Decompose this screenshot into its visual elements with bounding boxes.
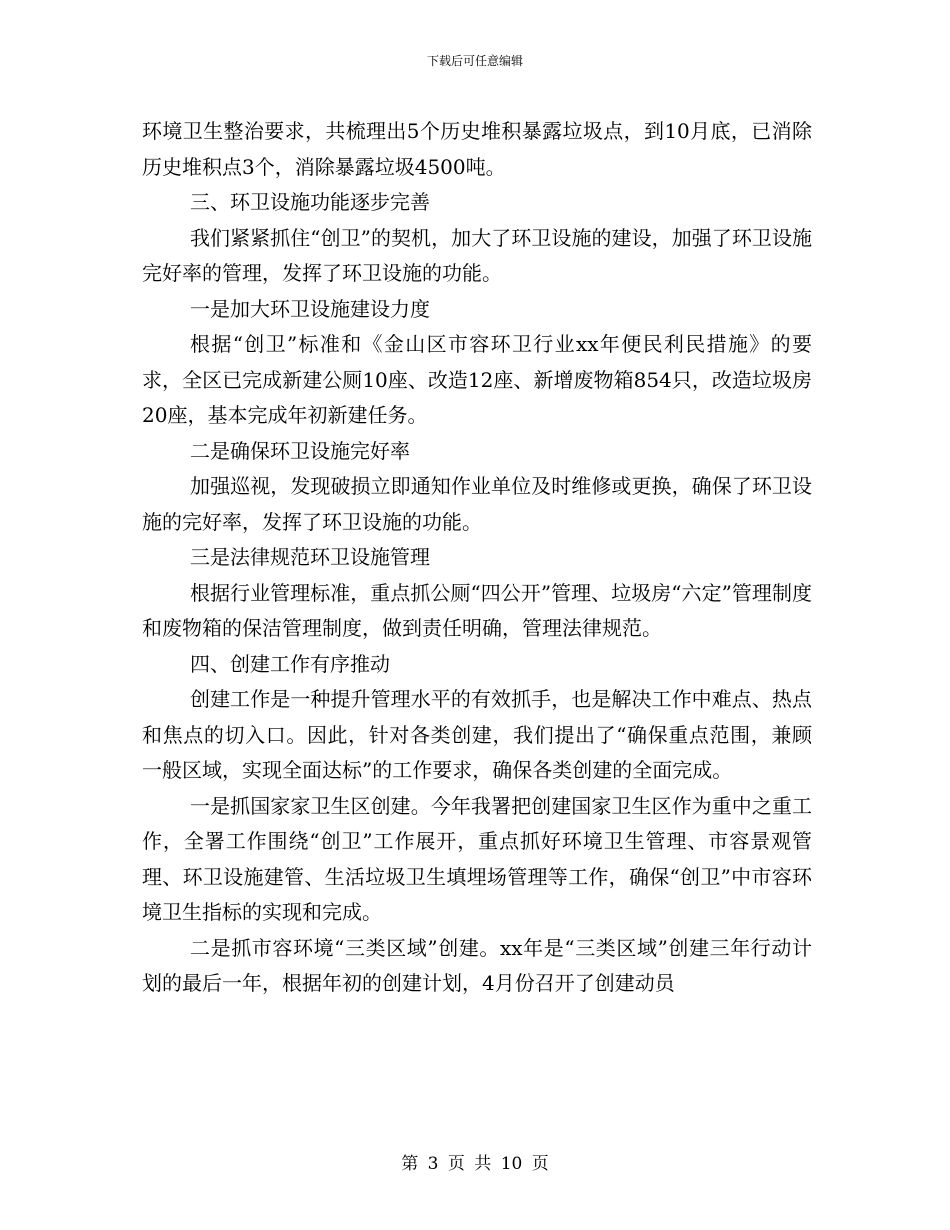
paragraph: 一是抓国家家卫生区创建。今年我署把创建国家卫生区作为重中之重工作，全署工作围绕“创卫”工作展开，重点抓好环境卫生管理、市容景观管理、环卫设施建管、生活垃圾卫生填埋场管理等工作，确保“创卫”中市容环境卫生指标的实现和完成。 bbox=[142, 793, 812, 924]
paragraph: 二是抓市容环境“三类区域”创建。xx年是“三类区域”创建三年行动计划的最后一年，根据年初的创建计划，4月份召开了创建动员 bbox=[142, 935, 812, 995]
paragraph: 加强巡视，发现破损立即通知作业单位及时维修或更换，确保了环卫设施的完好率，发挥了环卫设施的功能。 bbox=[142, 474, 812, 534]
paragraph-continuation: 环境卫生整治要求，共梳理出5个历史堆积暴露垃圾点，到10月底，已消除历史堆积点3个，消除暴露垃圾4500吨。 bbox=[142, 119, 812, 179]
page-number: 第 3 页 共 10 页 bbox=[401, 1154, 549, 1174]
subheading: 三是法律规范环卫设施管理 bbox=[190, 545, 430, 569]
paragraph: 根据“创卫”标准和《金山区市容环卫行业xx年便民利民措施》的要求，全区已完成新建公厕10座、改造12座、新增废物箱854只，改造垃圾房20座，基本完成年初新建任务。 bbox=[142, 332, 812, 427]
document-body bbox=[142, 114, 812, 1002]
paragraph: 我们紧紧抓住“创卫”的契机，加大了环卫设施的建设，加强了环卫设施完好率的管理，发挥了环卫设施的功能。 bbox=[142, 225, 812, 285]
paragraph: 创建工作是一种提升管理水平的有效抓手，也是解决工作中难点、热点和焦点的切入口。因此，针对各类创建，我们提出了“确保重点范围，兼顾一般区域，实现全面达标”的工作要求，确保各类创建的全面完成。 bbox=[142, 687, 812, 782]
paragraph: 根据行业管理标准，重点抓公厕“四公开”管理、垃圾房“六定”管理制度和废物箱的保洁管理制度，做到责任明确，管理法律规范。 bbox=[142, 580, 812, 640]
section-heading-3: 三、环卫设施功能逐步完善 bbox=[190, 190, 430, 214]
subheading: 二是确保环卫设施完好率 bbox=[190, 438, 410, 463]
section-heading-4: 四、创建工作有序推动 bbox=[190, 651, 390, 676]
subheading: 一是加大环卫设施建设力度 bbox=[190, 296, 430, 321]
page-header: 下载后可任意编辑 bbox=[426, 54, 523, 68]
